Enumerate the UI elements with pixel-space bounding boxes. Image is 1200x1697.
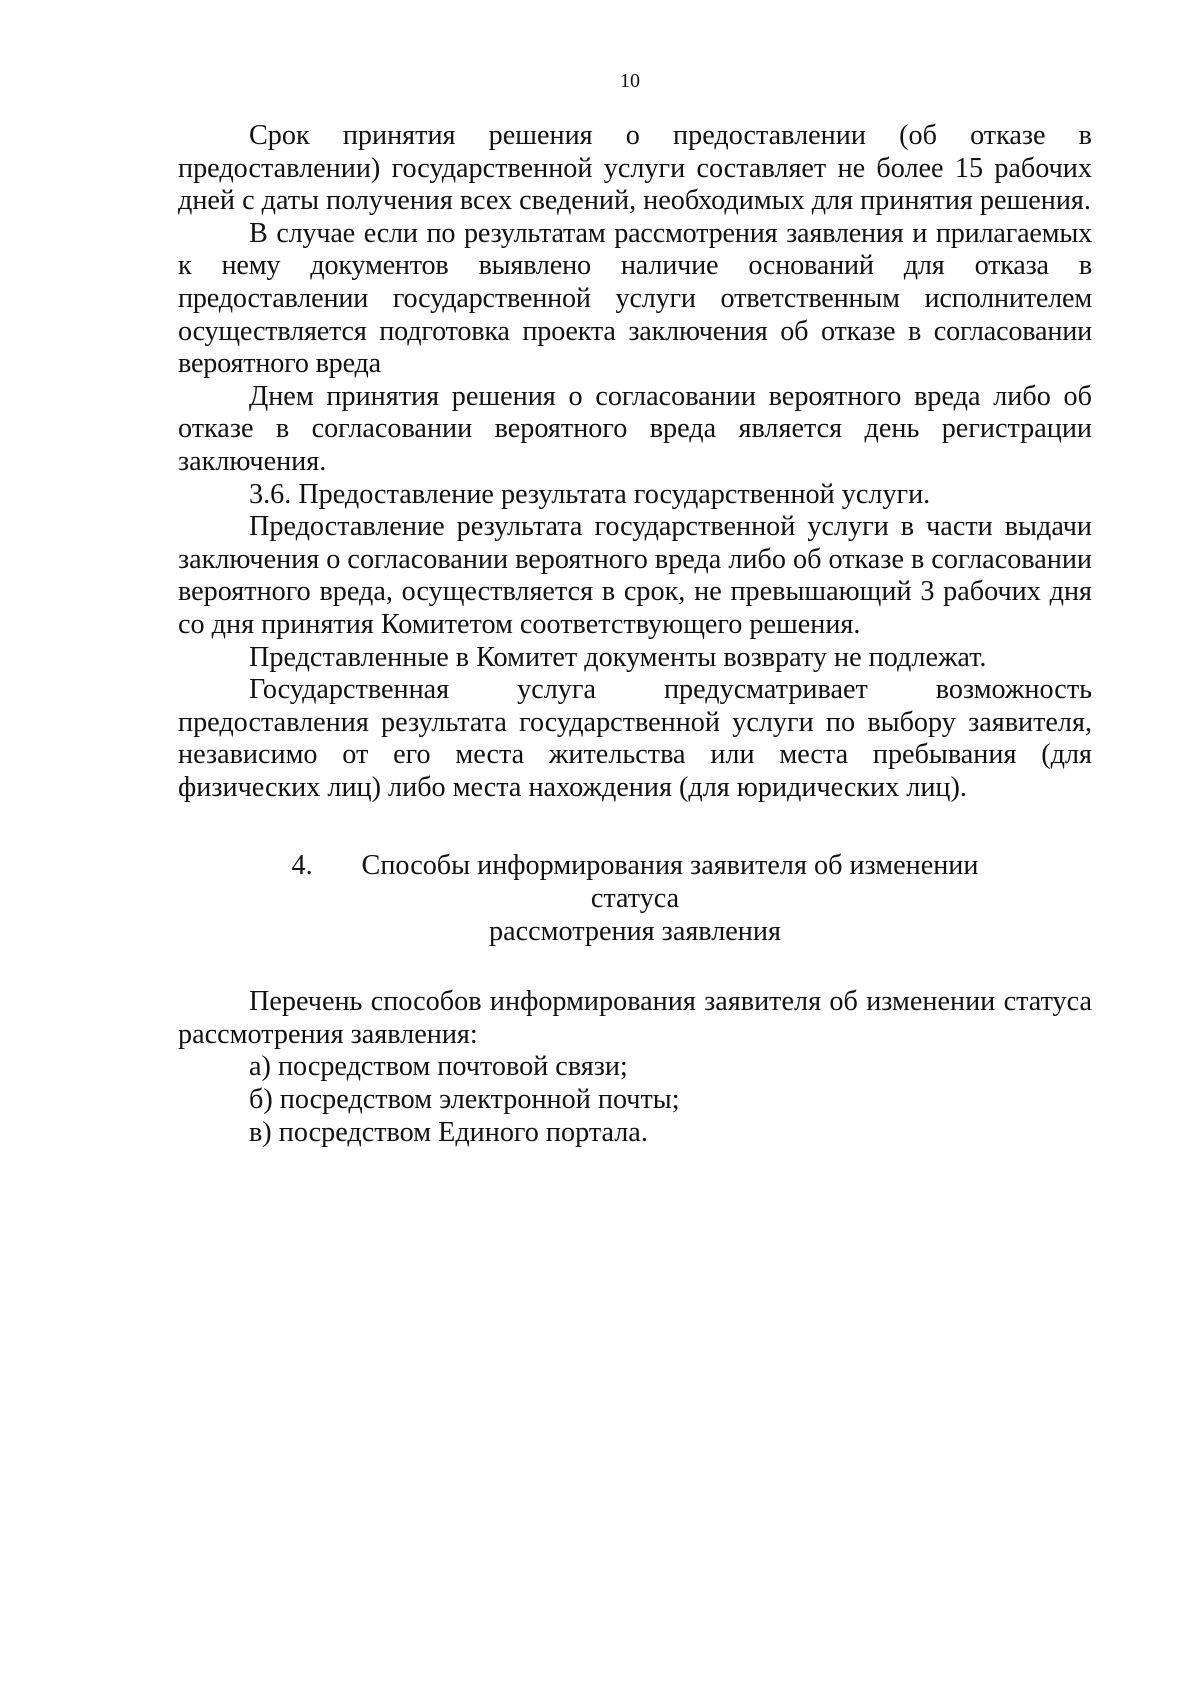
paragraph: В случае если по результатам рассмотрения заявления и прилагаемых к нему документов выявлено наличие оснований для отказа в предоставлении государственной услуги ответственным исполнителем осуществляется подготовка проекта заключения об отказе в согласовании вероятного вреда [178,217,1092,380]
paragraph: Срок принятия решения о предоставлении (об отказе в предоставлении) государственной услуги составляет не более 15 рабочих дней с даты получения всех сведений, необходимых для принятия решения. [178,120,1092,217]
paragraph: Государственная услуга предусматривает возможность предоставления результата государственной услуги по выбору заявителя, независимо от его места жительства или места пребывания (для физических лиц) либо места нахождения (для юридических лиц). [178,674,1092,803]
section-intro: Перечень способов информирования заявителя об изменении статуса рассмотрения заявления: [178,986,1092,1050]
paragraph: Представленные в Комитет документы возврату не подлежат. [249,641,987,673]
section-title-part-1: Способы информирования заявителя об изменении статуса [361,850,979,915]
page-number: 10 [620,70,640,92]
subsection-title: 3.6. Предоставление результата государственной услуги. [249,478,931,510]
list-item: а) посредством почтовой связи; [249,1051,628,1083]
list-item: б) посредством электронной почты; [249,1084,680,1116]
list-item: в) посредством Единого портала. [249,1116,648,1148]
section-number: 4. [291,850,313,882]
section-heading-line-1 [248,850,1022,915]
section-title-part-2: рассмотрения заявления [489,915,781,947]
paragraph: Днем принятия решения о согласовании вероятного вреда либо об отказе в согласовании вероятного вреда является день регистрации заключения. [178,380,1092,477]
section-heading [178,850,1092,948]
document-body [178,120,1092,1149]
paragraph: Предоставление результата государственной услуги в части выдачи заключения о согласовании вероятного вреда либо об отказе в согласовании вероятного вреда, осуществляется в срок, не превышающий 3 рабочих дня со дня принятия Комитетом соответствующего решения. [178,511,1092,640]
